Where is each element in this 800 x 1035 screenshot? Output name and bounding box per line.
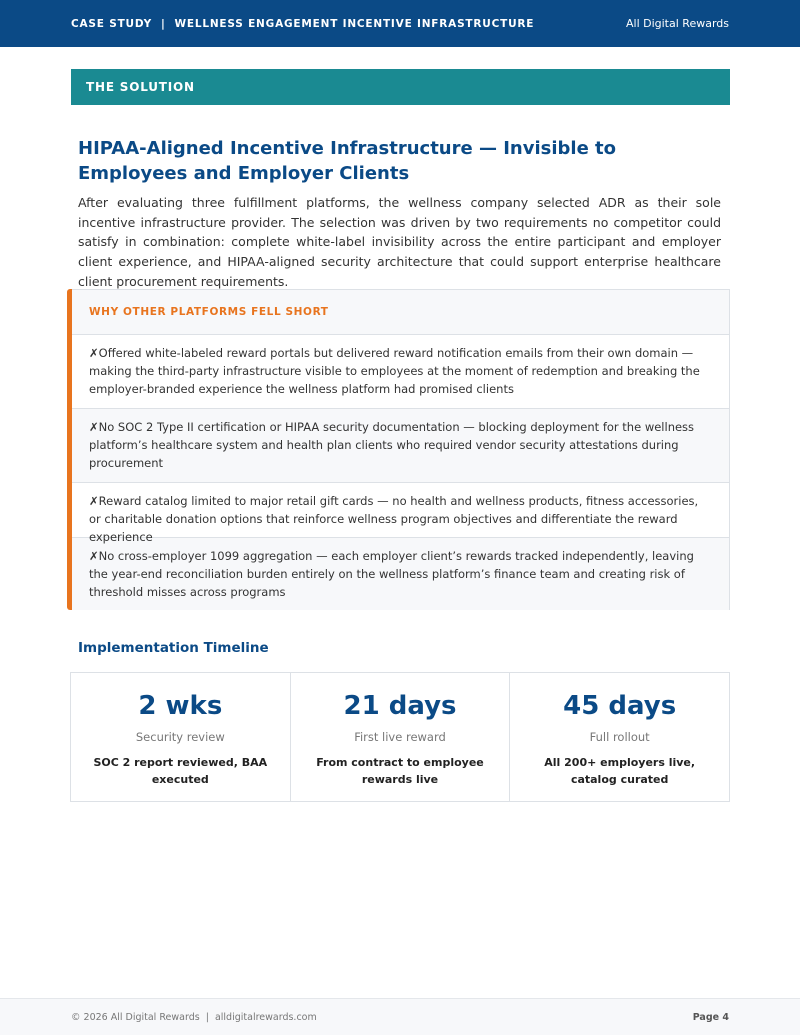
brand-name: All Digital Rewards	[625, 17, 729, 30]
timeline-card	[510, 673, 729, 801]
footer-copyright: © 2026 All Digital Rewards | alldigitalrewards.com	[71, 1011, 317, 1023]
timeline-description: All 200+ employers live, catalog curated	[544, 756, 696, 786]
timeline-cards	[70, 672, 730, 802]
fell-short-item-text: Offered white-labeled reward portals but delivered reward notification emails from their own domain — making the third-party infrastructure visible to employees at the moment of redemption and breaking the employer-branded experience the wellness platform had promised clients	[89, 346, 700, 397]
fell-short-item-text: Reward catalog limited to major retail gift cards — no health and wellness products, fitness accessories, or charitable donation options that reinforce wellness program objectives and differentiate the reward experience	[89, 494, 699, 545]
fell-short-item	[72, 409, 729, 483]
fell-short-item	[72, 538, 729, 610]
section-label: THE SOLUTION	[86, 80, 195, 94]
timeline-label: Security review	[135, 730, 225, 744]
page-footer	[0, 998, 800, 1035]
fell-short-item-text: No cross-employer 1099 aggregation — each employer client’s rewards tracked independently, leaving the year-end reconciliation burden entirely on the wellness platform’s finance team and creating risk of threshold misses across programs	[89, 549, 694, 600]
timeline-description: From contract to employee rewards live	[316, 756, 484, 786]
section-bar-solution	[71, 69, 730, 105]
timeline-card	[71, 673, 291, 801]
timeline-label: First live reward	[354, 730, 446, 744]
page-number: Page 4	[692, 1011, 729, 1023]
fell-short-item	[72, 335, 729, 409]
timeline-value: 45 days	[563, 691, 677, 721]
fell-short-panel	[72, 289, 730, 610]
solution-intro-paragraph: After evaluating three fulfillment platforms, the wellness company selected ADR as their sole incentive infrastructure provider. The selection was driven by two requirements no competitor could satisfy in combination: complete white-label invisibility across the entire participant and employer client experience, and HIPAA-aligned security architecture that could support enterprise healthcare client procurement requirements.	[78, 195, 721, 289]
cross-icon: ✗	[89, 346, 99, 360]
fell-short-item	[72, 483, 729, 545]
cross-icon: ✗	[89, 494, 99, 508]
fell-short-callout	[67, 289, 730, 610]
cross-icon: ✗	[89, 420, 99, 434]
timeline-description: SOC 2 report reviewed, BAA executed	[93, 756, 268, 786]
timeline-label: Full rollout	[589, 730, 650, 744]
fell-short-item-text: No SOC 2 Type II certification or HIPAA security documentation — blocking deployment for the wellness platform’s healthcare system and health plan clients who required vendor security attestations during procurement	[89, 420, 695, 471]
timeline-card	[291, 673, 511, 801]
top-banner	[0, 0, 800, 47]
timeline-value: 21 days	[343, 691, 457, 721]
cross-icon: ✗	[89, 549, 99, 563]
timeline-title: Implementation Timeline	[78, 640, 269, 656]
fell-short-title: WHY OTHER PLATFORMS FELL SHORT	[72, 290, 729, 335]
timeline-value: 2 wks	[138, 691, 223, 721]
solution-headline: HIPAA-Aligned Incentive Infrastructure — Invisible to Employees and Employer Clients	[78, 138, 617, 184]
case-study-title: CASE STUDY | WELLNESS ENGAGEMENT INCENTIVE INFRASTRUCTURE	[71, 17, 535, 30]
